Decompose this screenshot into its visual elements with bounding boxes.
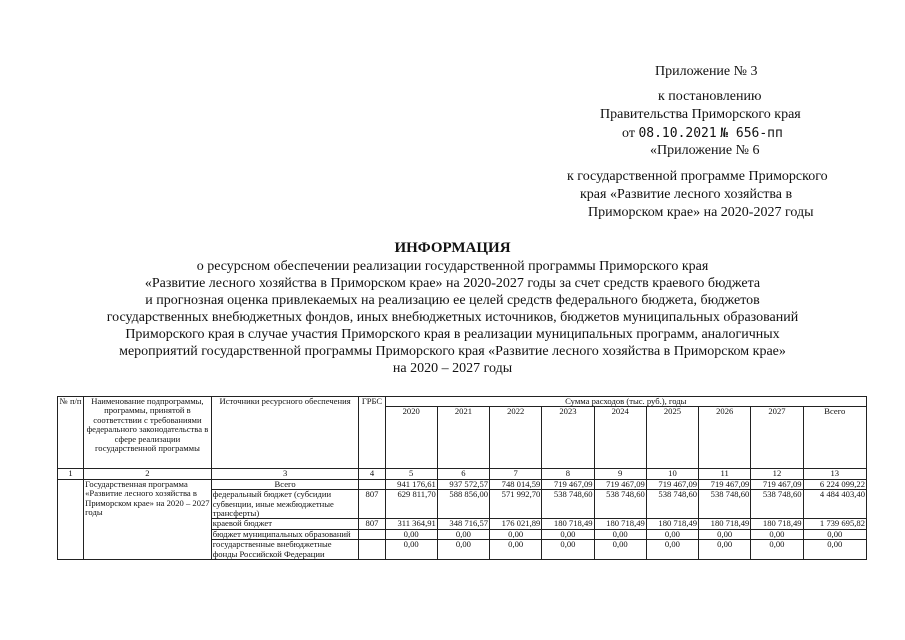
value-cell: 0,00 [699, 529, 751, 539]
document-title: ИНФОРМАЦИЯ [394, 240, 511, 256]
value-cell: 748 014,59 [490, 479, 542, 489]
year-header: Всего [803, 407, 866, 469]
resolution-number: № 656-пп [720, 126, 783, 141]
value-cell: 311 364,91 [385, 519, 437, 529]
year-header: 2023 [542, 407, 594, 469]
source-cell: Всего [211, 479, 359, 489]
grbs-cell [359, 540, 385, 560]
column-number: 3 [211, 469, 359, 479]
appendix6-label: «Приложение № 6 [650, 143, 760, 158]
value-cell: 180 718,49 [699, 519, 751, 529]
description-line: и прогнозная оценка привлекаемых на реализацию ее целей средств федерального бюджета, бюджетов [145, 293, 760, 308]
column-number: 7 [490, 469, 542, 479]
header-num: № п/п [58, 397, 84, 469]
year-header: 2020 [385, 407, 437, 469]
description-line: о ресурсном обеспечении реализации государственной программы Приморского края [196, 259, 709, 274]
value-cell: 180 718,49 [646, 519, 698, 529]
value-cell: 0,00 [594, 540, 646, 560]
grbs-cell: 807 [359, 519, 385, 529]
description-line: Приморского края в случае участия Приморского края в реализации муниципальных программ, аналогичных [125, 327, 780, 342]
column-number: 12 [751, 469, 803, 479]
source-cell: федеральный бюджет (субсидии субвенции, иные межбюджетные трансферты) [211, 490, 359, 519]
header-sum: Сумма расходов (тыс. руб.), годы [385, 397, 866, 407]
value-cell: 0,00 [803, 529, 866, 539]
value-cell: 538 748,60 [594, 490, 646, 519]
description-line: на 2020 – 2027 годы [392, 361, 513, 376]
table-row [58, 479, 867, 489]
value-cell: 0,00 [437, 529, 489, 539]
value-cell: 538 748,60 [751, 490, 803, 519]
value-cell: 719 467,09 [542, 479, 594, 489]
column-number: 13 [803, 469, 866, 479]
value-cell: 588 856,00 [437, 490, 489, 519]
value-cell: 538 748,60 [542, 490, 594, 519]
value-cell: 0,00 [385, 540, 437, 560]
value-cell: 176 021,89 [490, 519, 542, 529]
value-cell: 719 467,09 [594, 479, 646, 489]
description-line: «Развитие лесного хозяйства в Приморском крае» на 2020-2027 годы за счет средств краевого бюджета [144, 276, 761, 291]
header-grbs: ГРБС [359, 397, 385, 469]
value-cell: 0,00 [542, 540, 594, 560]
value-cell: 180 718,49 [542, 519, 594, 529]
appendix-label: Приложение № 3 [655, 64, 758, 79]
value-cell: 6 224 099,22 [803, 479, 866, 489]
value-cell: 0,00 [542, 529, 594, 539]
value-cell: 0,00 [385, 529, 437, 539]
column-number: 8 [542, 469, 594, 479]
value-cell: 719 467,09 [646, 479, 698, 489]
value-cell: 0,00 [646, 540, 698, 560]
source-cell: бюджет муниципальных образований [211, 529, 359, 539]
description-line: государственных внебюджетных фондов, иных внебюджетных источников, бюджетов муниципальных образований [106, 310, 799, 325]
column-number: 6 [437, 469, 489, 479]
column-number: 1 [58, 469, 84, 479]
value-cell: 0,00 [437, 540, 489, 560]
row-number [58, 479, 84, 559]
column-number: 11 [699, 469, 751, 479]
value-cell: 0,00 [751, 529, 803, 539]
column-number: 10 [646, 469, 698, 479]
year-header: 2024 [594, 407, 646, 469]
column-number: 5 [385, 469, 437, 479]
document-description [40, 258, 865, 377]
table-header-row [58, 397, 867, 407]
value-cell: 180 718,49 [751, 519, 803, 529]
value-cell: 719 467,09 [699, 479, 751, 489]
column-number: 4 [359, 469, 385, 479]
value-cell: 937 572,57 [437, 479, 489, 489]
value-cell: 0,00 [751, 540, 803, 560]
year-header: 2021 [437, 407, 489, 469]
column-numbers-row [58, 469, 867, 479]
value-cell: 941 176,61 [385, 479, 437, 489]
value-cell: 0,00 [803, 540, 866, 560]
year-header: 2026 [699, 407, 751, 469]
program-ref-line3: Приморском крае» на 2020-2027 годы [588, 205, 814, 220]
source-cell: государственные внебюджетные фонды Российской Федерации [211, 540, 359, 560]
grbs-cell: 807 [359, 490, 385, 519]
description-line: мероприятий государственной программы Приморского края «Развитие лесного хозяйства в Приморском крае» [119, 344, 786, 359]
program-name: Государственная программа «Развитие лесного хозяйства в Приморском крае» на 2020 – 2027 годы [84, 479, 212, 559]
date-line [622, 125, 783, 142]
resolution-label: к постановлению [658, 89, 762, 104]
value-cell: 0,00 [490, 529, 542, 539]
value-cell: 538 748,60 [699, 490, 751, 519]
year-header: 2022 [490, 407, 542, 469]
value-cell: 4 484 403,40 [803, 490, 866, 519]
value-cell: 180 718,49 [594, 519, 646, 529]
resolution-date: 08.10.2021 [638, 126, 717, 141]
value-cell: 538 748,60 [646, 490, 698, 519]
value-cell: 719 467,09 [751, 479, 803, 489]
value-cell: 348 716,57 [437, 519, 489, 529]
program-ref-line1: к государственной программе Приморского [567, 169, 828, 184]
date-prefix: от [622, 126, 635, 141]
value-cell: 0,00 [594, 529, 646, 539]
grbs-cell [359, 529, 385, 539]
column-number: 9 [594, 469, 646, 479]
value-cell: 0,00 [646, 529, 698, 539]
source-cell: краевой бюджет [211, 519, 359, 529]
program-ref-line2: края «Развитие лесного хозяйства в [580, 187, 793, 202]
header-name: Наименование подпрограммы, программы, принятой в соответствии с требованиями федерального законодательства в сфере реализации государственной программы [84, 397, 212, 469]
header-sources: Источники ресурсного обеспечения [211, 397, 359, 469]
year-header: 2025 [646, 407, 698, 469]
year-header: 2027 [751, 407, 803, 469]
column-number: 2 [84, 469, 212, 479]
value-cell: 571 992,70 [490, 490, 542, 519]
government-label: Правительства Приморского края [600, 107, 801, 122]
grbs-cell [359, 479, 385, 489]
value-cell: 0,00 [490, 540, 542, 560]
value-cell: 0,00 [699, 540, 751, 560]
value-cell: 629 811,70 [385, 490, 437, 519]
value-cell: 1 739 695,82 [803, 519, 866, 529]
resource-table [57, 396, 867, 560]
